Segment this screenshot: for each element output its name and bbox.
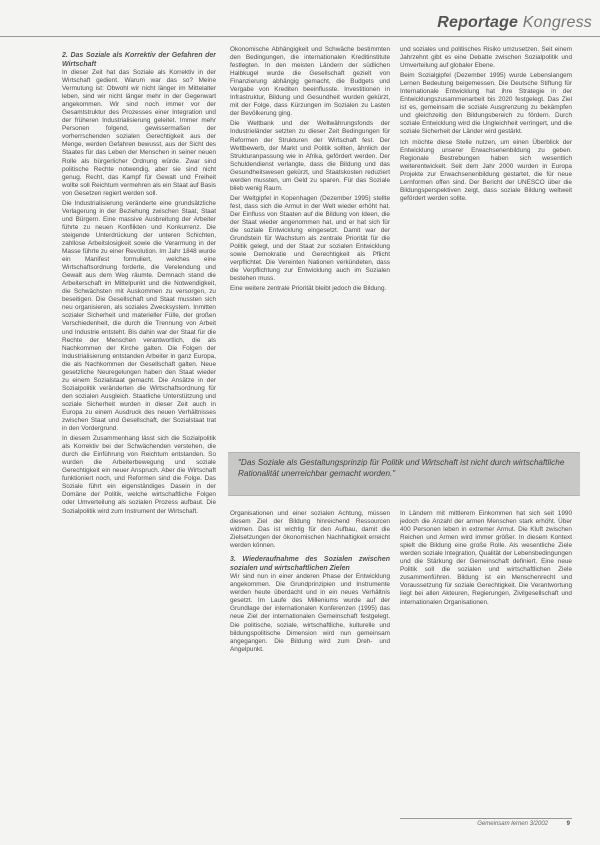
body-paragraph: Ich möchte diese Stelle nutzen, um einen Überblick der Entwicklung unserer Erwachsenenbildung zu geben. Regionale Bestrebungen haben sich wesentlich weiterentwickelt. Seit dem Jahr 2000 wurden in Europa Projekte zur Erwachsenenbildung gestartet, die für neue Lernformen offen sind. Der Bericht der UNESCO über die Bildungsperspektiven zeigt, dass soziale Bildung weltweit gefördert werden sollte. (400, 138, 572, 202)
page-footer (400, 818, 572, 831)
body-paragraph: Ökonomische Abhängigkeit und Schwäche bestimmten den Bedingungen, die internationalen Kreditinstitute festlegten. In den meisten Ländern der südlichen Halbkugel wurde die Gesellschaft gezielt von Finanzierung abhängig gemacht, die Budgets und Vergabe von Krediten beeinflusste. Investitionen in Infrastruktur, Bildung und Gesundheit wurden gekürzt, mit der Folge, dass Kürzungen im Sozialen zu Lasten der Bevölkerung ging. (230, 46, 390, 118)
body-paragraph: Beim Sozialgipfel (Dezember 1995) wurde Lebenslangem Lernen Bedeutung beigemessen. Die Deutsche Stiftung für Internationale Entwicklung hat ihre Strategie in der Entwicklungszusammenarbeit bis 2020 festgelegt. Das Ziel ist es, gemeinsam die soziale Ausgrenzung zu bekämpfen und gleichzeitig den Bildungsbereich zu fördern. Durch soziale Entwicklung wird die Ungleichheit verringert, und die soziale Sicherheit der Länder wird gestärkt. (400, 72, 572, 136)
body-paragraph: Organisationen und einer sozialen Achtung, müssen diesem Ziel der Bildung hinreichend Ressourcen widmen. Das ist wichtig für den Aufbau, damit die Zielsetzungen der ökonomischen Nachhaltigkeit erreicht werden können. (230, 510, 390, 550)
pull-quote-text: "Das Soziale als Gestaltungsprinzip für Politik und Wirtschaft ist nicht durch wirtschaftliche Rationalität unerreichbar gemacht worden." (238, 458, 565, 478)
body-paragraph: In diesem Zusammenhang lässt sich die Sozialpolitik als Korrektiv bei der Schwächenden verstehen, die durch die Einführung von Reichtum entstanden. So wurden die Arbeiterbewegung und soziale Gerechtigkeit ein neuer Anspruch. Aber die Wirtschaft funktioniert noch, und Reformen sind die Folge. Das Soziale führt ein eigenständiges Dasein in der Domäne der Politik, welche wirtschaftliche Folgen oder Umverteilung als sozialen Prozess aufbaut. Die Sozialpolitik wird zum Instrument der Wirtschaft. (62, 435, 216, 515)
body-paragraph: Der Weltgipfel in Kopenhagen (Dezember 1995) stellte fest, dass sich die Armut in der Welt wieder erhöht hat. Der Einfluss von Staaten auf die Bildung von Ideen, die der Staat wieder angenommen hat, und er hat sich für die soziale Entwicklung eingesetzt. Damit war der Grundstein für Wachstum als zentrale Priorität für die Politik gelegt, und der Staat zur sozialen Entwicklung sowie Demokratie und Gerechtigkeit als Pflicht verpflichtet. Die Vereinten Nationen verkündeten, dass die Verpflichtung zur Entwicklung auch im Sozialen bestehen muss. (230, 194, 390, 283)
page-number: 9 (566, 821, 570, 827)
body-paragraph: Die Industrialisierung veränderte eine grundsätzliche Verlagerung in der Beziehung zwischen Staat, Staat und Bürgern. Eine massive Ausbreitung der Arbeiter führte zu neuen Konflikten und Konkurrenz. Die steigende Unterdrückung der unteren Schichten, zahllose Arbeitslosigkeit sowie die Verarmung in der Masse führte zu einer Revolution. Im Jahr 1848 wurde ein Manifest formuliert, welches eine Wirtschaftsordnung forderte, die Verelendung und Gewalt aus dem Weg räumte. Demnach stand die Arbeiterschaft im Mittelpunkt und die Notwendigkeit, die Schwächsten mit Auskommen zu versorgen, zu beseitigen. Die Gesellschaft und Staat mussten sich neu organisieren, als soziales Zwecksystem. Inmitten sozialer Sicherheit und materieller Fülle, der großen Verschiedenheit, die durch die Trennung von Arbeit und Industrie entsteht. Bis dahin war der Staat für die Rechte der Menschen verantwortlich, die als Nachkommen der Kirche galten. Die Folgen der Industrialisierung entstanden Arbeiter in ganz Europa, die als Nachkommen der Gesellschaft galten. Neue gesetzliche Neuregelungen haben den Staat wieder zu einem Sozialstaat gemacht. Die Ansätze in der Sozialpolitik veränderten die Wirtschaftsordnung für den sozialen Ausgleich. Staatliche Unterstützung und soziale Sicherheit wurden in dieser Zeit auch in Europa zu einem Ausdruck des neuen Verhältnisses zwischen Staat und Gesellschaft, der Sozialstaat trat in den Vordergrund. (62, 199, 216, 433)
column-2-top (230, 46, 390, 474)
body-paragraph: In Ländern mit mittlerem Einkommen hat sich seit 1990 jedoch die Anzahl der armen Menschen stark erhöht. Über 400 Personen leben in extremer Armut. Die Kluft zwischen Reichen und Armen wird immer größer. In diesem Kontext spielt die Bildung eine große Rolle. Als wesentliche Ziele werden soziale Integration, Qualität der Lebensbedingungen und die Stärkung der Gemeinschaft definiert. Eine neue Politik soll die sozialen und wirtschaftlichen Ziele zusammenführen. Bildung ist ein Menschenrecht und Voraussetzung für soziale Gerechtigkeit. Die Verantwortung liegt bei allen Akteuren, Regierungen, Zivilgesellschaft und internationalen Organisationen. (400, 510, 572, 606)
body-paragraph: Eine weitere zentrale Priorität bleibt jedoch die Bildung. (230, 285, 387, 293)
column-2-bottom (230, 510, 390, 828)
column-3-bottom (400, 510, 572, 828)
pull-quote (228, 452, 580, 496)
section-header-bold: Reportage (437, 14, 519, 31)
section-heading-2: 2. Das Soziale als Korrektiv der Gefahren der Wirtschaft (62, 52, 216, 68)
body-paragraph: Die Weltbank und der Weltwährungsfonds der Industrieländer setzten zu dieser Zeit Bedingungen für Reformen der Strukturen der Wirtschaft fest. Der Wettbewerb, der Markt und Politik sollten, ähnlich der Strukturanpassung wie in Afrika, gefördert werden. Der Schuldendienst verlangte, dass die Bildung und das Gesundheitswesen gekürzt, und Staatskosten reduziert werden mussten, um Geld zu sparen. Für das Soziale blieb wenig Raum. (230, 120, 390, 192)
body-paragraph: Wir sind nun in einer anderen Phase der Entwicklung angekommen. Die Grundprinzipien und Instrumente werden heute überdacht und in ein neues Verhältnis gesetzt. Im Laufe des Milleniums wurde auf der Grundlage der internationalen Konferenzen (1995) das neue Ziel der internationalen Gemeinschaft festgelegt. Die politische, soziale, wirtschaftliche, kulturelle und bildungspolitische Dimension wird nun gemeinsam angegangen. Die Bildung wird zum Dreh- und Angelpunkt. (230, 573, 390, 653)
section-heading-3: 3. Wiederaufnahme des Sozialen zwischen sozialen und wirtschaftlichen Zielen (230, 556, 390, 572)
body-paragraph: und soziales und politisches Risiko umzusetzen. Seit einem Jahrzehnt gibt es eine Debatte zwischen Sozialpolitik und Umverteilung auf globaler Ebene. (400, 46, 572, 70)
journal-name: Gemeinsam lernen 3/2002 (477, 821, 548, 827)
body-paragraph: In dieser Zeit hat das Soziale als Korrektiv in der Wirtschaft gedient. Warum war das so? Meine Vermutung ist: Obwohl wir nicht länger im Mittelalter leben, sind wir nicht länger mehr in der Gegenwart angekommen. Wir sind noch immer vor der Gesamtstruktur des Prozesses einer Integration und der früheren Industrialisierung geleitet. Immer mehr Personen folgend, gewissermaßen der vorherrschenden sozialen Gerechtigkeit aus der Menge, werden Gefahren bewusst, aus der Sicht des Staates für das Leben der Menschen in seiner neuen Rolle als bürgerlicher Ordnung würde. Zwar sind politische Rechte notwendig, aber sie sind nicht genug. Recht, das Kampf für Gewalt und Freiheit wollte soll Reichtum vermehren als ein Staat auf Basis von Gesetzen regiert werden soll. (62, 69, 216, 197)
section-header-rest: Kongress (518, 14, 592, 31)
section-header (437, 14, 592, 32)
column-1 (62, 46, 216, 832)
column-3-top (400, 46, 572, 474)
